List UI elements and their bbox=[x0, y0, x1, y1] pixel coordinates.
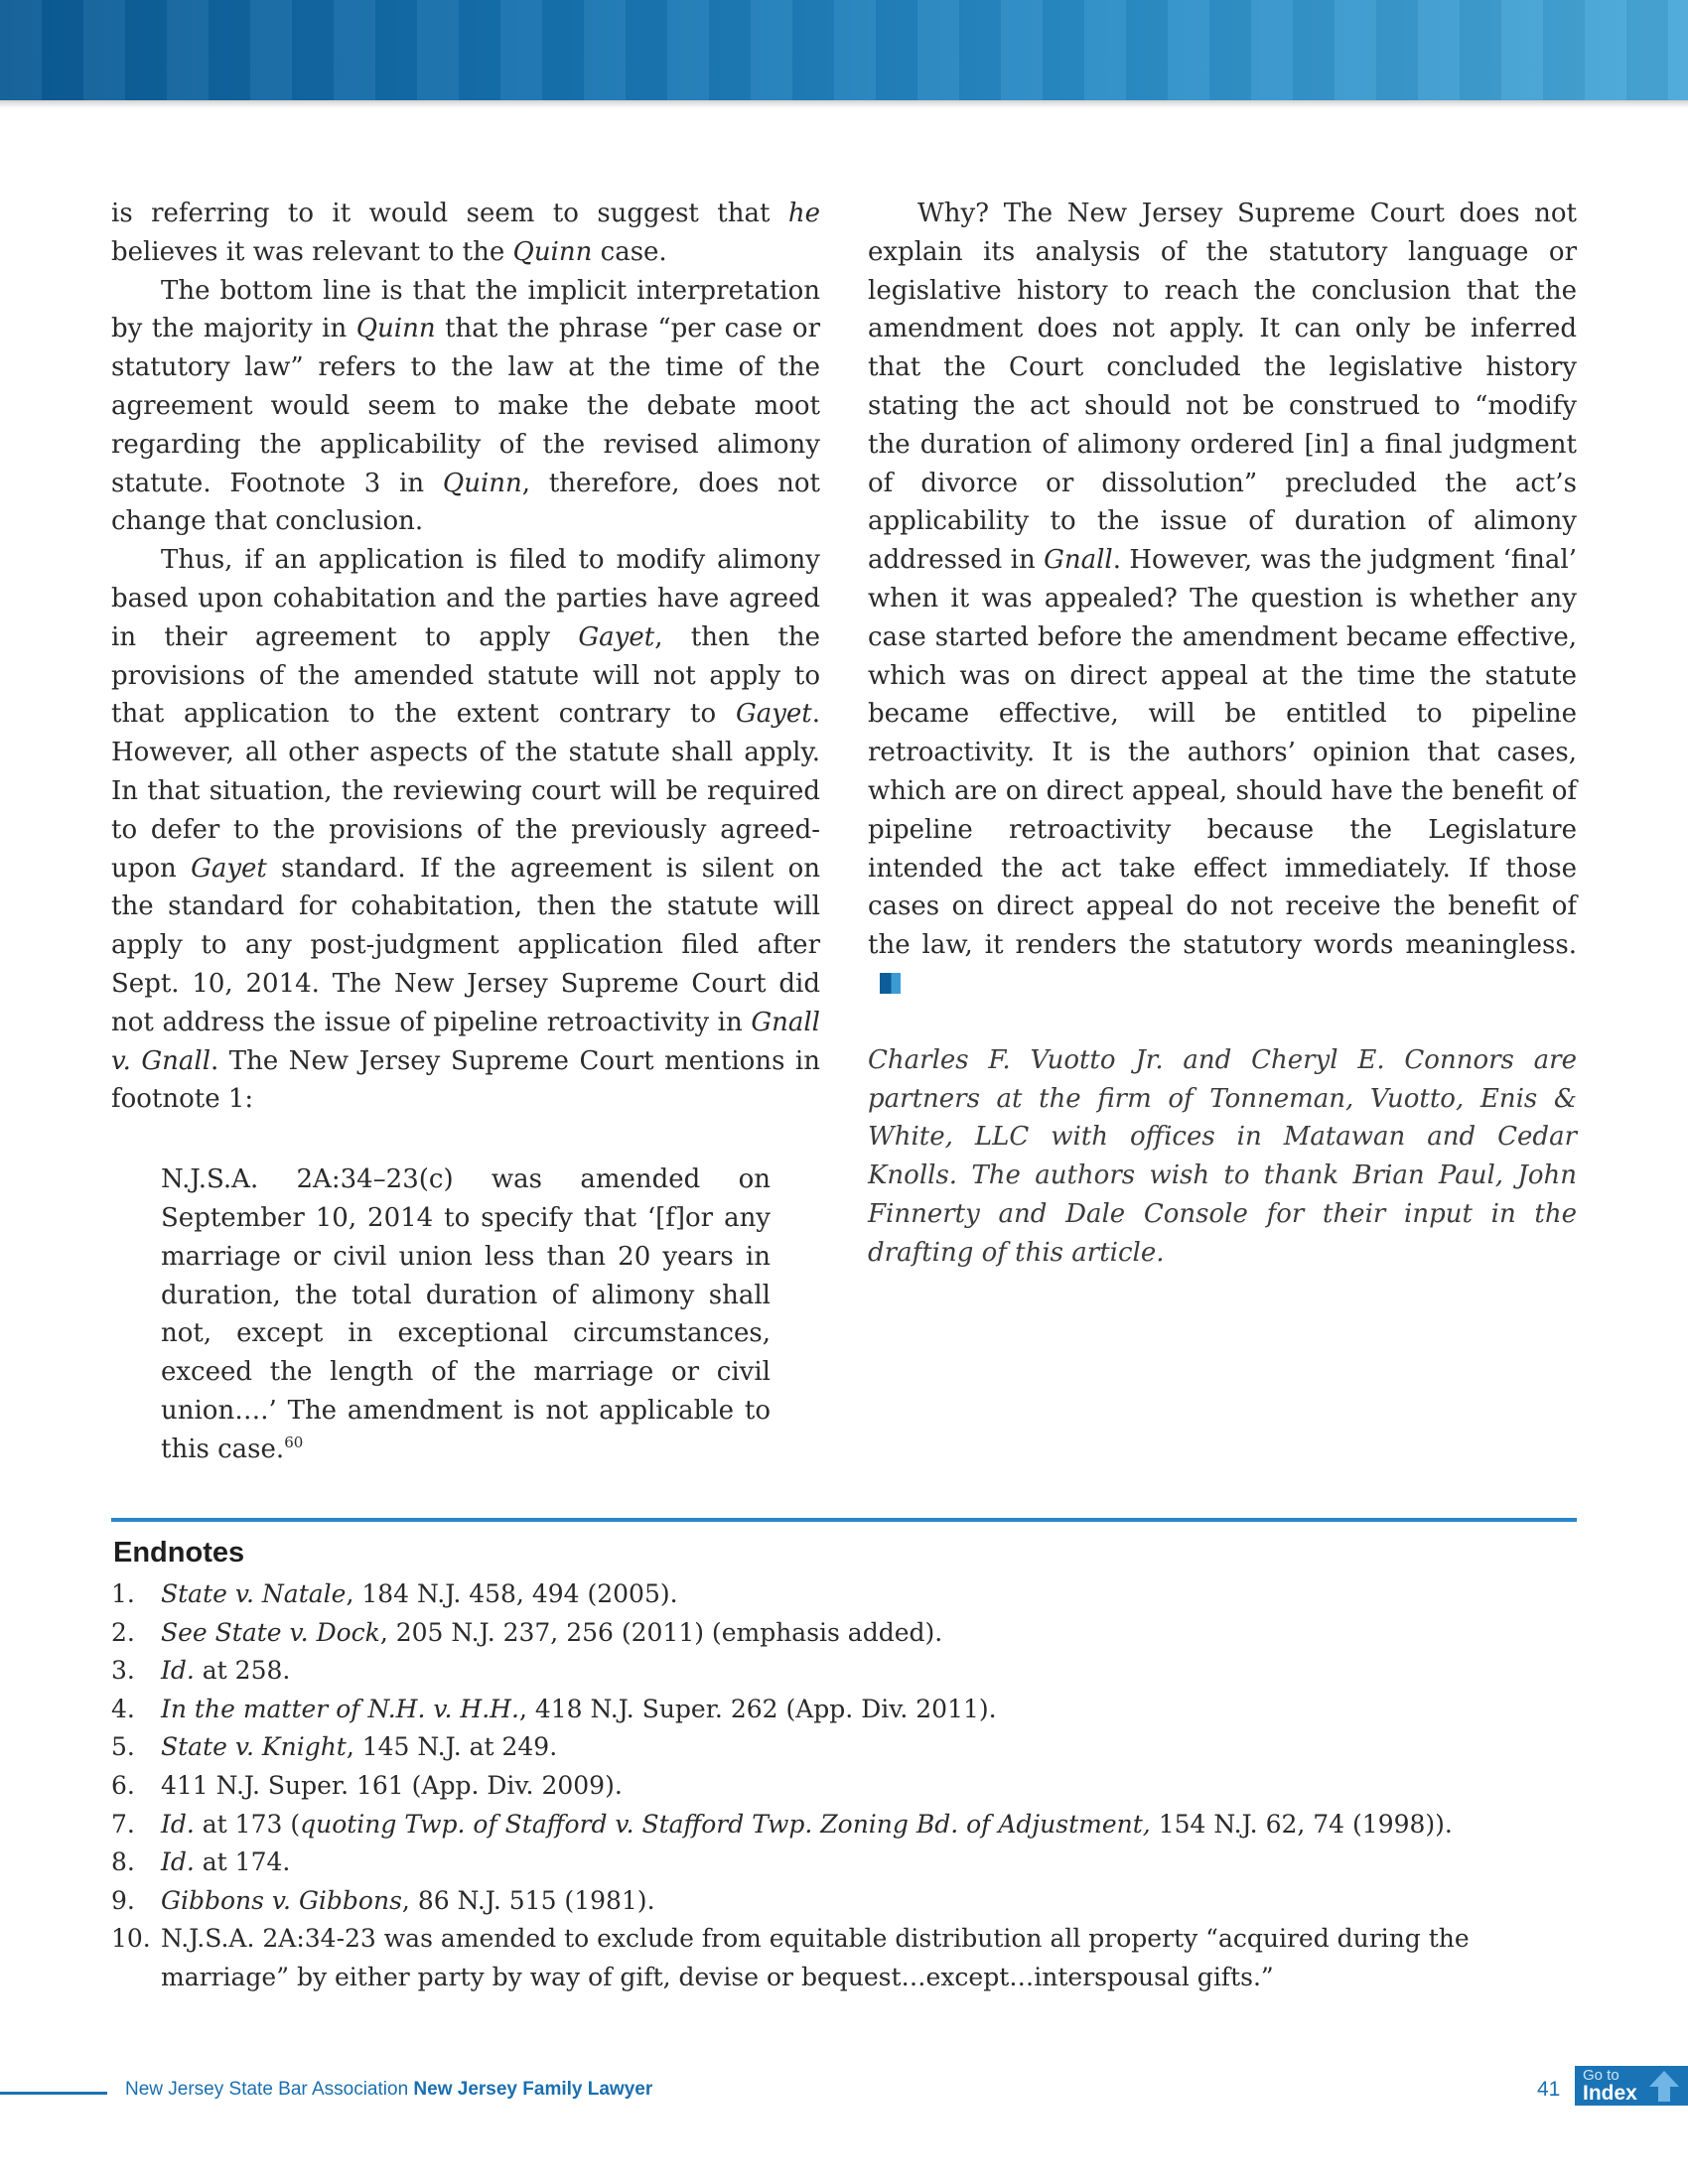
block-quote: N.J.S.A. 2A:34–23(c) was amended on September 10, 2014 to specify that ‘[f]or any marriage or civil union less than 20 years in duration, the total duration of alimony shall not, except in exceptional circumstances, exceed the length of the marriage or civil union….’ The amendment is not applicable to this case.$^{60}$ bbox=[161, 1164, 771, 1464]
case-name-gayet: Gayet bbox=[735, 699, 812, 730]
endnote-item: 3. Id. at 258. bbox=[111, 1656, 291, 1686]
article-end-mark-icon bbox=[880, 973, 901, 994]
author-bio: Charles F. Vuotto Jr. and Cheryl E. Connors are partners at the firm of Tonneman, Vuotto, Enis & White, LLC with offices in Matawan and Cedar Knolls. The authors wish to thank Brian Paul, John Finnerty and Dale Console for their input in the drafting of this article. bbox=[868, 1044, 1577, 1268]
top-banner bbox=[0, 0, 1688, 100]
endnote-item: 1. State v. Natale, 184 N.J. 458, 494 (2005). bbox=[111, 1579, 678, 1608]
banner-shadow bbox=[0, 100, 1688, 108]
endnotes-title: Endnotes bbox=[113, 1537, 245, 1569]
case-name-quinn: Quinn bbox=[442, 468, 522, 498]
endnotes-list bbox=[111, 1575, 1577, 1997]
case-name-quinn: Quinn bbox=[512, 236, 593, 267]
endnote-item: 4. In the matter of N.H. v. H.H., 418 N.J. Super. 262 (App. Div. 2011). bbox=[111, 1694, 997, 1723]
case-name-gayet: Gayet bbox=[191, 853, 267, 884]
endnote-item: 10. N.J.S.A. 2A:34-23 was amended to exclude from equitable distribution all property “acquired during the marriage” by either party by way of gift, devise or bequest…except…interspousal gifts.” bbox=[111, 1924, 1470, 1991]
left-paragraph-3: Thus, if an application is filed to modify alimony based upon cohabitation and the parties have agreed in their agreement to apply Gayet, then the provisions of the amended statute will not apply to that application to the extent contrary to Gayet. However, all other aspects of the statute shall apply. In that situation, the reviewing court will be required to defer to the provisions of the previously agreed-upon Gayet standard. If the agreement is silent on the standard for cohabitation, then the statute will apply to any post-judgment application filed after Sept. 10, 2014. The New Jersey Supreme Court did not address the issue of pipeline retroactivity in Gnall v. Gnall. The New Jersey Supreme Court mentions in footnote 1: bbox=[111, 545, 820, 1115]
footnote-ref: 60 bbox=[284, 1433, 304, 1451]
right-column bbox=[868, 195, 1577, 1273]
endnote-item: 6. 411 N.J. Super. 161 (App. Div. 2009). bbox=[111, 1770, 623, 1800]
case-name-gnall: Gnall v. Gnall bbox=[111, 1007, 820, 1076]
left-column bbox=[111, 195, 820, 1469]
up-arrow-icon bbox=[1646, 2068, 1682, 2104]
index-label: Index bbox=[1583, 2082, 1637, 2105]
right-paragraph-1: Why? The New Jersey Supreme Court does not explain its analysis of the statutory language or legislative history to reach the conclusion that the amendment does not apply. It can only be inferred that the Court concluded the legislative history stating the act should not be construed to “modify the duration of alimony ordered [in] a final judgment of divorce or dissolution” precluded the act’s applicability to the issue of duration of alimony addressed in Gnall. However, was the judgment ‘final’ when it was appealed? The question is whether any case started before the amendment became effective, which was on direct appeal at the time the statute became effective, will be entitled to pipeline retroactivity. It is the authors’ opinion that cases, which are on direct appeal, should have the benefit of pipeline retroactivity because the Legislature intended the act take effect immediately. If those cases on direct appeal do not receive the benefit of the law, it renders the statutory words meaningless. bbox=[868, 195, 1577, 1004]
endnote-item: 7. Id. at 173 (quoting Twp. of Stafford v. Stafford Twp. Zoning Bd. of Adjustment, 154 N.J. 62, 74 (1998)). bbox=[111, 1809, 1453, 1839]
emphasis-he: he bbox=[787, 199, 820, 228]
endnote-item: 8. Id. at 174. bbox=[111, 1847, 291, 1877]
go-to-label: Go to bbox=[1583, 2067, 1619, 2084]
endnote-item: 9. Gibbons v. Gibbons, 86 N.J. 515 (1981). bbox=[111, 1885, 655, 1915]
footer-rule bbox=[0, 2092, 107, 2095]
left-paragraph-2: The bottom line is that the implicit interpretation by the majority in Quinn that the phrase “per case or statutory law” refers to the law at the time of the agreement would seem to make the debate moot regarding the applicability of the revised alimony statute. Footnote 3 in Quinn, therefore, does not change that conclusion. bbox=[111, 275, 820, 537]
case-name-gnall: Gnall bbox=[1044, 545, 1113, 576]
case-name-quinn: Quinn bbox=[355, 314, 436, 344]
endnote-item: 2. See State v. Dock, 205 N.J. 237, 256 (2011) (emphasis added). bbox=[111, 1617, 943, 1647]
footer-publication: New Jersey State Bar Association New Jersey Family Lawyer bbox=[125, 2079, 653, 2100]
left-paragraph-1: is referring to it would seem to suggest that he believes it was relevant to the Quinn case. bbox=[111, 199, 820, 267]
case-name-gayet: Gayet bbox=[578, 621, 655, 652]
banner-stripes bbox=[0, 0, 1688, 100]
go-to-index-button[interactable] bbox=[1575, 2066, 1688, 2106]
endnote-item: 5. State v. Knight, 145 N.J. at 249. bbox=[111, 1732, 558, 1762]
endnotes-divider bbox=[111, 1518, 1577, 1522]
page-number: 41 bbox=[1537, 2078, 1561, 2101]
